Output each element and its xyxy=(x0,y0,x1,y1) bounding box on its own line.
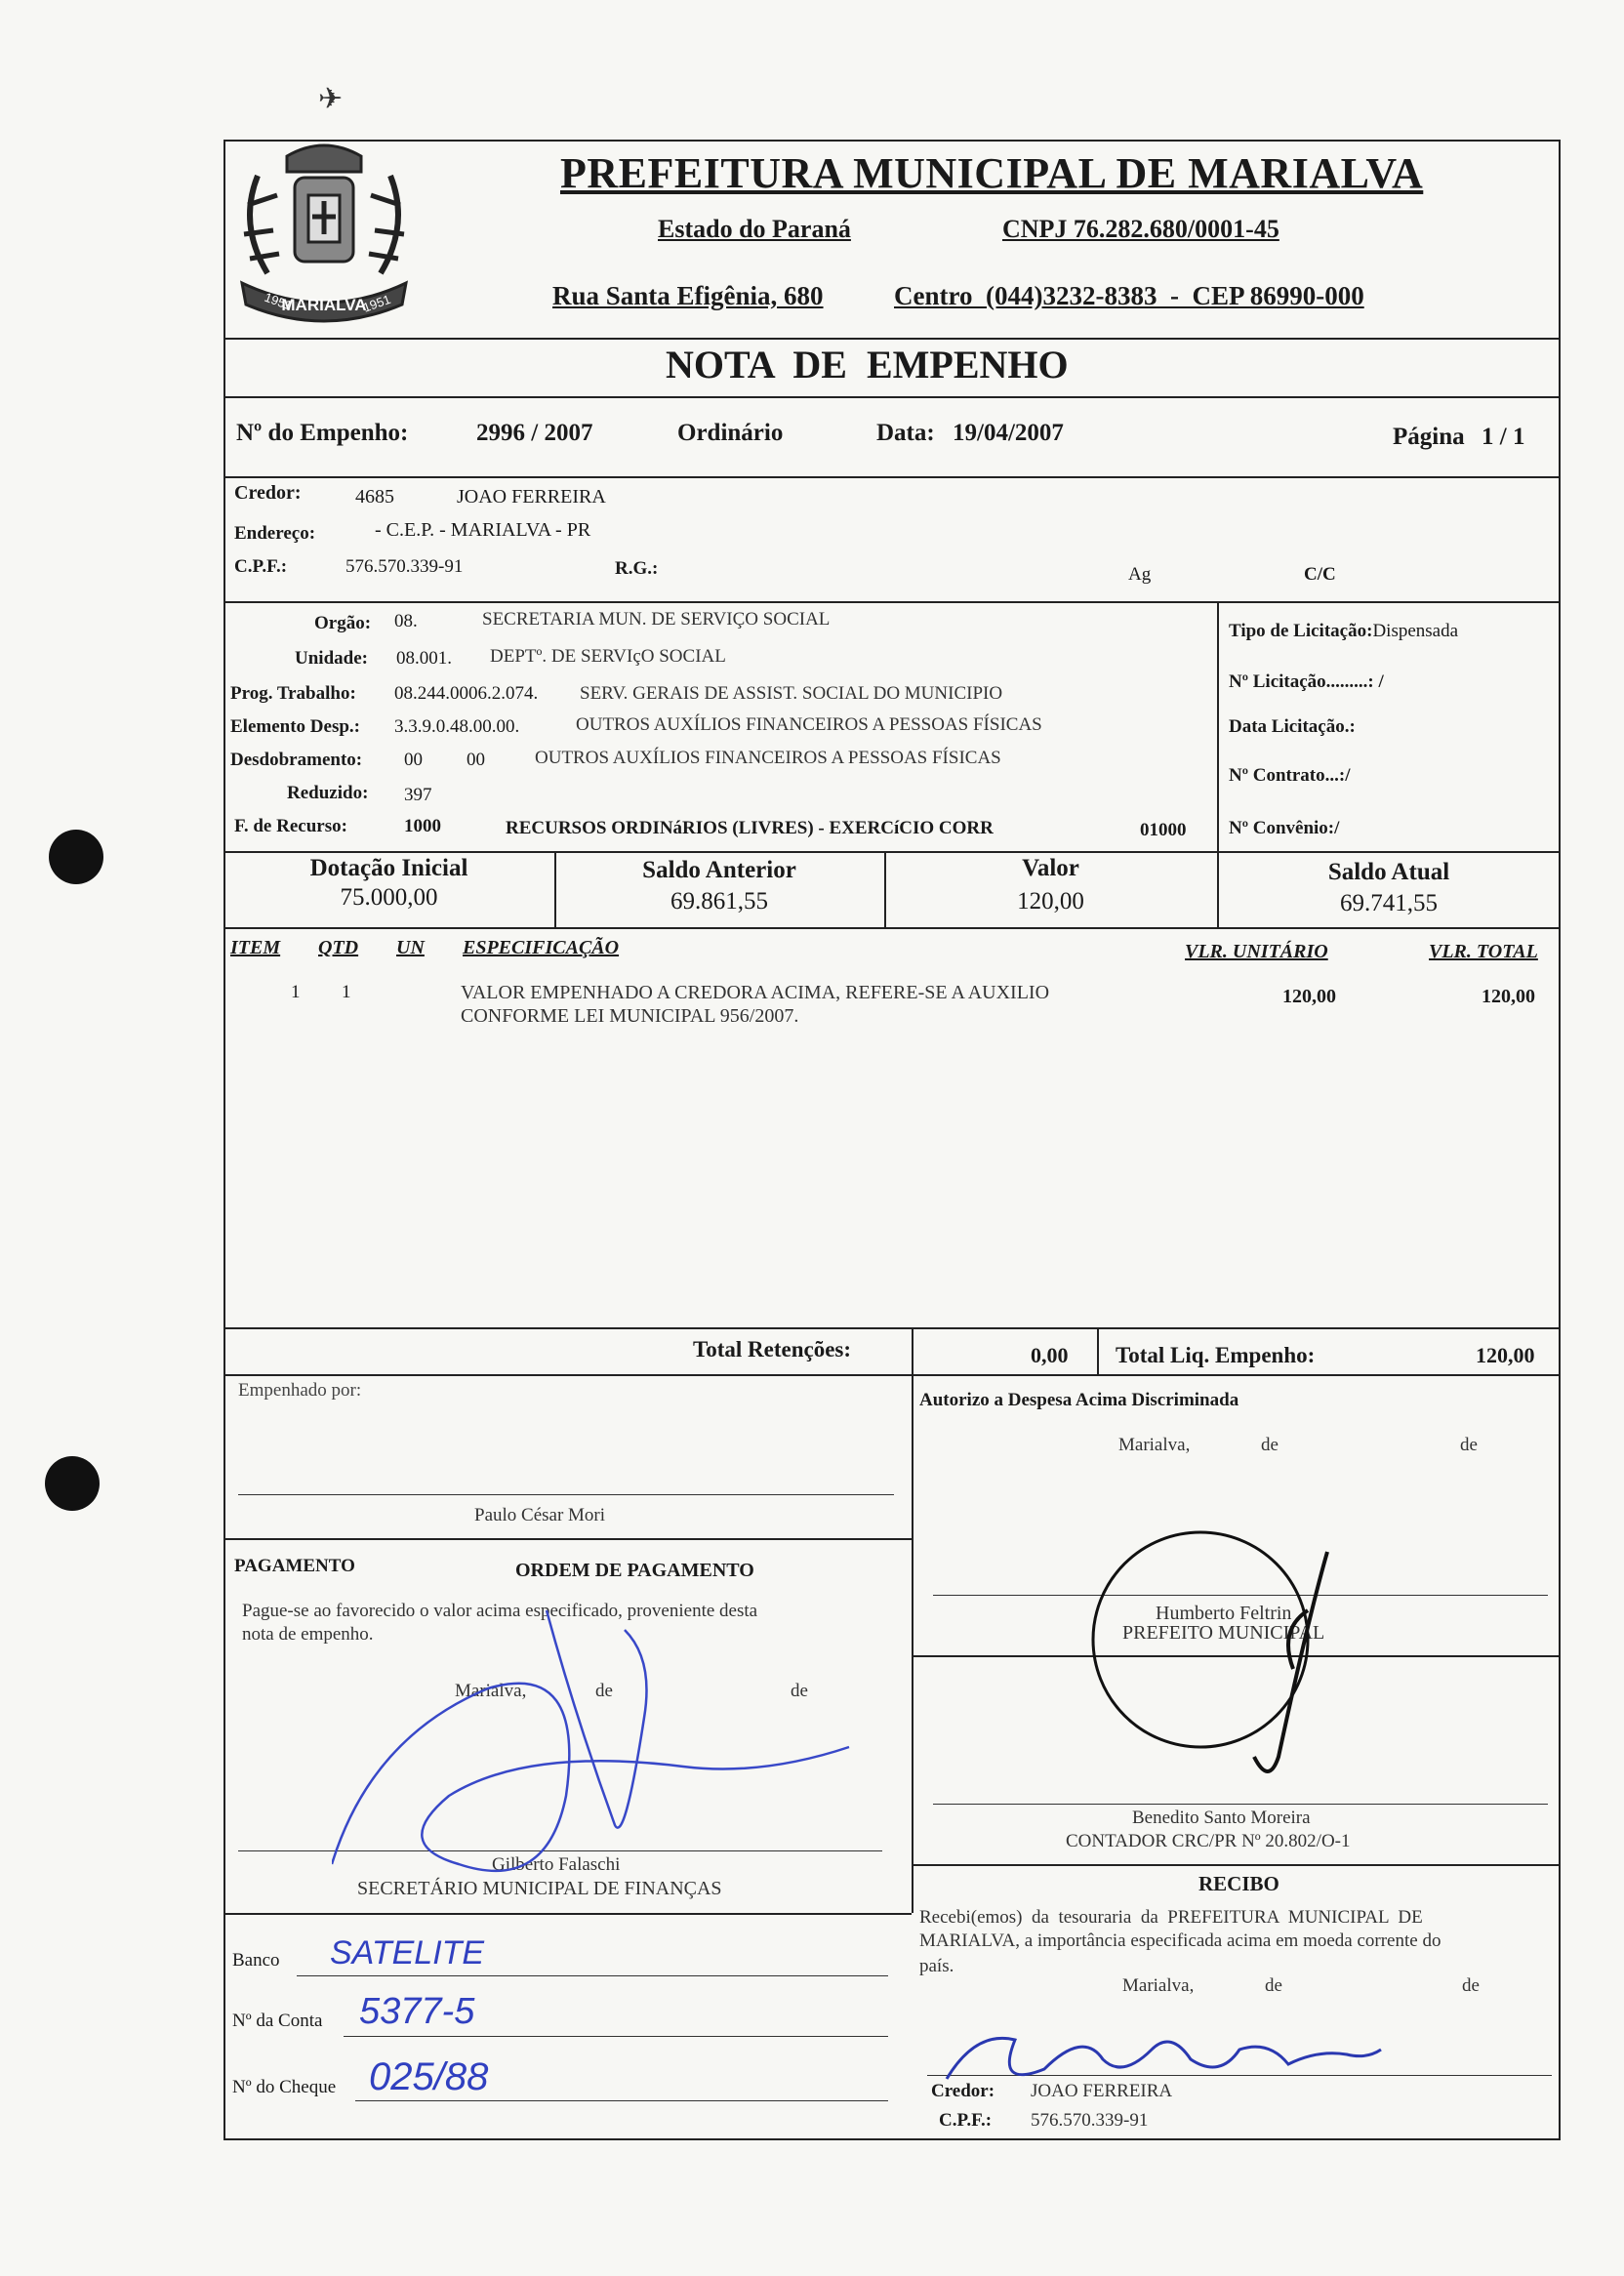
licitacao-tipo-label: Tipo de Licitação: xyxy=(1229,621,1373,641)
pagamento-signer-title: SECRETÁRIO MUNICIPAL DE FINANÇAS xyxy=(357,1878,722,1899)
ag-label: Ag xyxy=(1128,564,1152,585)
item-qtd: 1 xyxy=(342,982,351,1002)
elemento-label: Elemento Desp.: xyxy=(230,716,360,737)
orgao-label: Orgão: xyxy=(314,613,372,633)
convenio-numero: Nº Convênio:/ xyxy=(1229,818,1340,838)
reduzido-label: Reduzido: xyxy=(287,783,369,803)
header-address: Rua Santa Efigênia, 680 xyxy=(552,281,824,310)
municipal-seal xyxy=(228,137,420,332)
autorizo-label: Autorizo a Despesa Acima Discriminada xyxy=(919,1390,1239,1410)
valor-label: Valor xyxy=(1022,855,1079,881)
empenho-date-label: Data: xyxy=(876,420,935,446)
prog-label: Prog. Trabalho: xyxy=(230,683,356,704)
recibo-text-3: país. xyxy=(919,1956,954,1976)
accountant-name: Benedito Santo Moreira xyxy=(1132,1808,1311,1828)
desdobramento-label: Desdobramento: xyxy=(230,750,363,770)
unidade-label: Unidade: xyxy=(295,648,368,669)
col-spec: ESPECIFICAÇÃO xyxy=(463,937,620,958)
licitacao-numero: Nº Licitação.........: / xyxy=(1229,671,1384,692)
header-title: PREFEITURA MUNICIPAL DE MARIALVA xyxy=(560,149,1424,197)
empenho-number-label: Nº do Empenho: xyxy=(236,420,409,446)
pagamento-place: Marialva, xyxy=(455,1681,527,1701)
punch-hole-top xyxy=(49,830,103,884)
creditor-cpf: 576.570.339-91 xyxy=(345,556,464,577)
header-cnpj: CNPJ 76.282.680/0001-45 xyxy=(1002,215,1279,243)
item-unit-value: 120,00 xyxy=(1282,986,1336,1007)
secretary-signature xyxy=(332,1601,878,1913)
autorizo-de-2: de xyxy=(1460,1435,1478,1455)
scan-mark: ✈ xyxy=(318,83,344,115)
cheque-value: 025/88 xyxy=(369,2055,489,2098)
recurso-desc: RECURSOS ORDINáRIOS (LIVRES) - EXERCíCIO CORR xyxy=(506,818,994,838)
unidade-code: 08.001. xyxy=(396,648,452,669)
orgao-code: 08. xyxy=(394,611,418,631)
empenho-number: 2996 / 2007 xyxy=(476,420,593,446)
retencoes-label: Total Retenções: xyxy=(693,1337,852,1362)
item-spec-line-2: CONFORME LEI MUNICIPAL 956/2007. xyxy=(461,1005,799,1027)
elemento-code: 3.3.9.0.48.00.00. xyxy=(394,716,520,737)
recibo-cpf: 576.570.339-91 xyxy=(1031,2110,1149,2131)
liquido-label: Total Liq. Empenho: xyxy=(1116,1343,1316,1367)
recibo-credor-label: Credor: xyxy=(931,2081,995,2101)
item-number: 1 xyxy=(291,982,301,1002)
pagamento-signer-name: Gilberto Falaschi xyxy=(492,1854,621,1875)
licitacao-data: Data Licitação.: xyxy=(1229,716,1356,737)
recibo-de-1: de xyxy=(1265,1975,1282,1996)
creditor-signature xyxy=(937,2011,1386,2098)
autorizo-place: Marialva, xyxy=(1118,1435,1191,1455)
empenho-type: Ordinário xyxy=(677,420,784,446)
recurso-label: F. de Recurso: xyxy=(234,816,347,836)
recibo-cpf-label: C.P.F.: xyxy=(939,2110,993,2131)
creditor-name: JOAO FERREIRA xyxy=(457,486,606,508)
pagamento-de-2: de xyxy=(791,1681,808,1701)
saldo-anterior-value: 69.861,55 xyxy=(670,888,768,914)
col-total-value: VLR. TOTAL xyxy=(1429,941,1538,962)
pagamento-de-1: de xyxy=(595,1681,613,1701)
col-qtd: QTD xyxy=(318,937,359,958)
cpf-label: C.P.F.: xyxy=(234,556,288,577)
elemento-desc: OUTROS AUXÍLIOS FINANCEIROS A PESSOAS FÍSICAS xyxy=(576,714,1042,735)
retencoes-value: 0,00 xyxy=(1031,1343,1069,1367)
valor-value: 120,00 xyxy=(1017,888,1084,914)
header-contact: Centro (044)3232-8383 - CEP 86990-000 xyxy=(894,281,1364,310)
recibo-place: Marialva, xyxy=(1122,1975,1195,1996)
liquido-value: 120,00 xyxy=(1476,1343,1535,1367)
col-un: UN xyxy=(396,937,425,958)
mayor-title: PREFEITO MUNICIPAL xyxy=(1122,1622,1325,1644)
seal-text: MARIALVA xyxy=(281,296,367,314)
orgao-desc: SECRETARIA MUN. DE SERVIÇO SOCIAL xyxy=(482,609,831,630)
svg-text:1951: 1951 xyxy=(360,291,393,315)
cc-label: C/C xyxy=(1304,564,1336,585)
recibo-credor: JOAO FERREIRA xyxy=(1031,2081,1173,2101)
cheque-label: Nº do Cheque xyxy=(232,2077,337,2097)
empenho-date: 19/04/2007 xyxy=(953,420,1064,446)
item-total-value: 120,00 xyxy=(1482,986,1535,1007)
recurso-number: 01000 xyxy=(1140,820,1187,840)
header-state: Estado do Paraná xyxy=(658,215,851,243)
autorizo-de-1: de xyxy=(1261,1435,1279,1455)
recibo-text-1: Recebi(emos) da tesouraria da PREFEITURA MUNICIPAL DE xyxy=(919,1907,1423,1928)
conta-label: Nº da Conta xyxy=(232,2011,323,2031)
conta-value: 5377-5 xyxy=(359,1991,475,2032)
desdobramento-code-2: 00 xyxy=(467,750,485,770)
banco-label: Banco xyxy=(232,1950,280,1971)
doc-title: NOTA DE EMPENHO xyxy=(666,343,1069,386)
recibo-text-2: MARIALVA, a importância especificada acima em moeda corrente do xyxy=(919,1931,1441,1951)
pagamento-label: PAGAMENTO xyxy=(234,1556,355,1576)
licitacao-tipo: Dispensada xyxy=(1372,621,1459,641)
contrato-numero: Nº Contrato...:/ xyxy=(1229,765,1351,786)
mayor-name: Humberto Feltrin xyxy=(1156,1603,1292,1624)
dotacao-value: 75.000,00 xyxy=(340,884,438,911)
svg-text:1951: 1951 xyxy=(262,289,295,313)
banco-value: SATELITE xyxy=(330,1934,485,1971)
unidade-desc: DEPTº. DE SERVIçO SOCIAL xyxy=(490,646,726,667)
ordem-pagamento-label: ORDEM DE PAGAMENTO xyxy=(515,1560,754,1581)
mayor-signature xyxy=(1083,1503,1376,1796)
creditor-address: - C.E.P. - MARIALVA - PR xyxy=(375,519,591,541)
rg-label: R.G.: xyxy=(615,558,659,579)
saldo-anterior-label: Saldo Anterior xyxy=(642,857,796,883)
address-label: Endereço: xyxy=(234,523,316,544)
desdobramento-desc: OUTROS AUXÍLIOS FINANCEIROS A PESSOAS FÍSICAS xyxy=(535,748,1001,768)
dotacao-label: Dotação Inicial xyxy=(309,855,468,881)
recibo-de-2: de xyxy=(1462,1975,1480,1996)
page-number: 1 / 1 xyxy=(1482,424,1525,450)
accountant-title: CONTADOR CRC/PR Nº 20.802/O-1 xyxy=(1066,1831,1351,1851)
creditor-code: 4685 xyxy=(355,486,394,508)
empenhado-signer: Paulo César Mori xyxy=(474,1505,606,1525)
creditor-label: Credor: xyxy=(234,482,302,504)
punch-hole-bottom xyxy=(45,1456,100,1511)
reduzido-value: 397 xyxy=(404,785,432,805)
prog-desc: SERV. GERAIS DE ASSIST. SOCIAL DO MUNICIPIO xyxy=(580,683,1003,704)
pagamento-text-2: nota de empenho. xyxy=(242,1624,374,1645)
col-item: ITEM xyxy=(230,937,281,958)
saldo-atual-value: 69.741,55 xyxy=(1340,890,1438,916)
prog-code: 08.244.0006.2.074. xyxy=(394,683,539,704)
item-spec-line-1: VALOR EMPENHADO A CREDORA ACIMA, REFERE-SE A AUXILIO xyxy=(461,982,1050,1003)
col-unit-value: VLR. UNITÁRIO xyxy=(1185,941,1328,962)
page-label: Página xyxy=(1393,424,1465,450)
saldo-atual-label: Saldo Atual xyxy=(1327,859,1450,885)
recurso-code: 1000 xyxy=(404,816,441,836)
pagamento-text-1: Pague-se ao favorecido o valor acima especificado, proveniente desta xyxy=(242,1601,758,1621)
desdobramento-code-1: 00 xyxy=(404,750,423,770)
recibo-label: RECIBO xyxy=(1198,1872,1279,1895)
empenhado-label: Empenhado por: xyxy=(238,1380,362,1401)
